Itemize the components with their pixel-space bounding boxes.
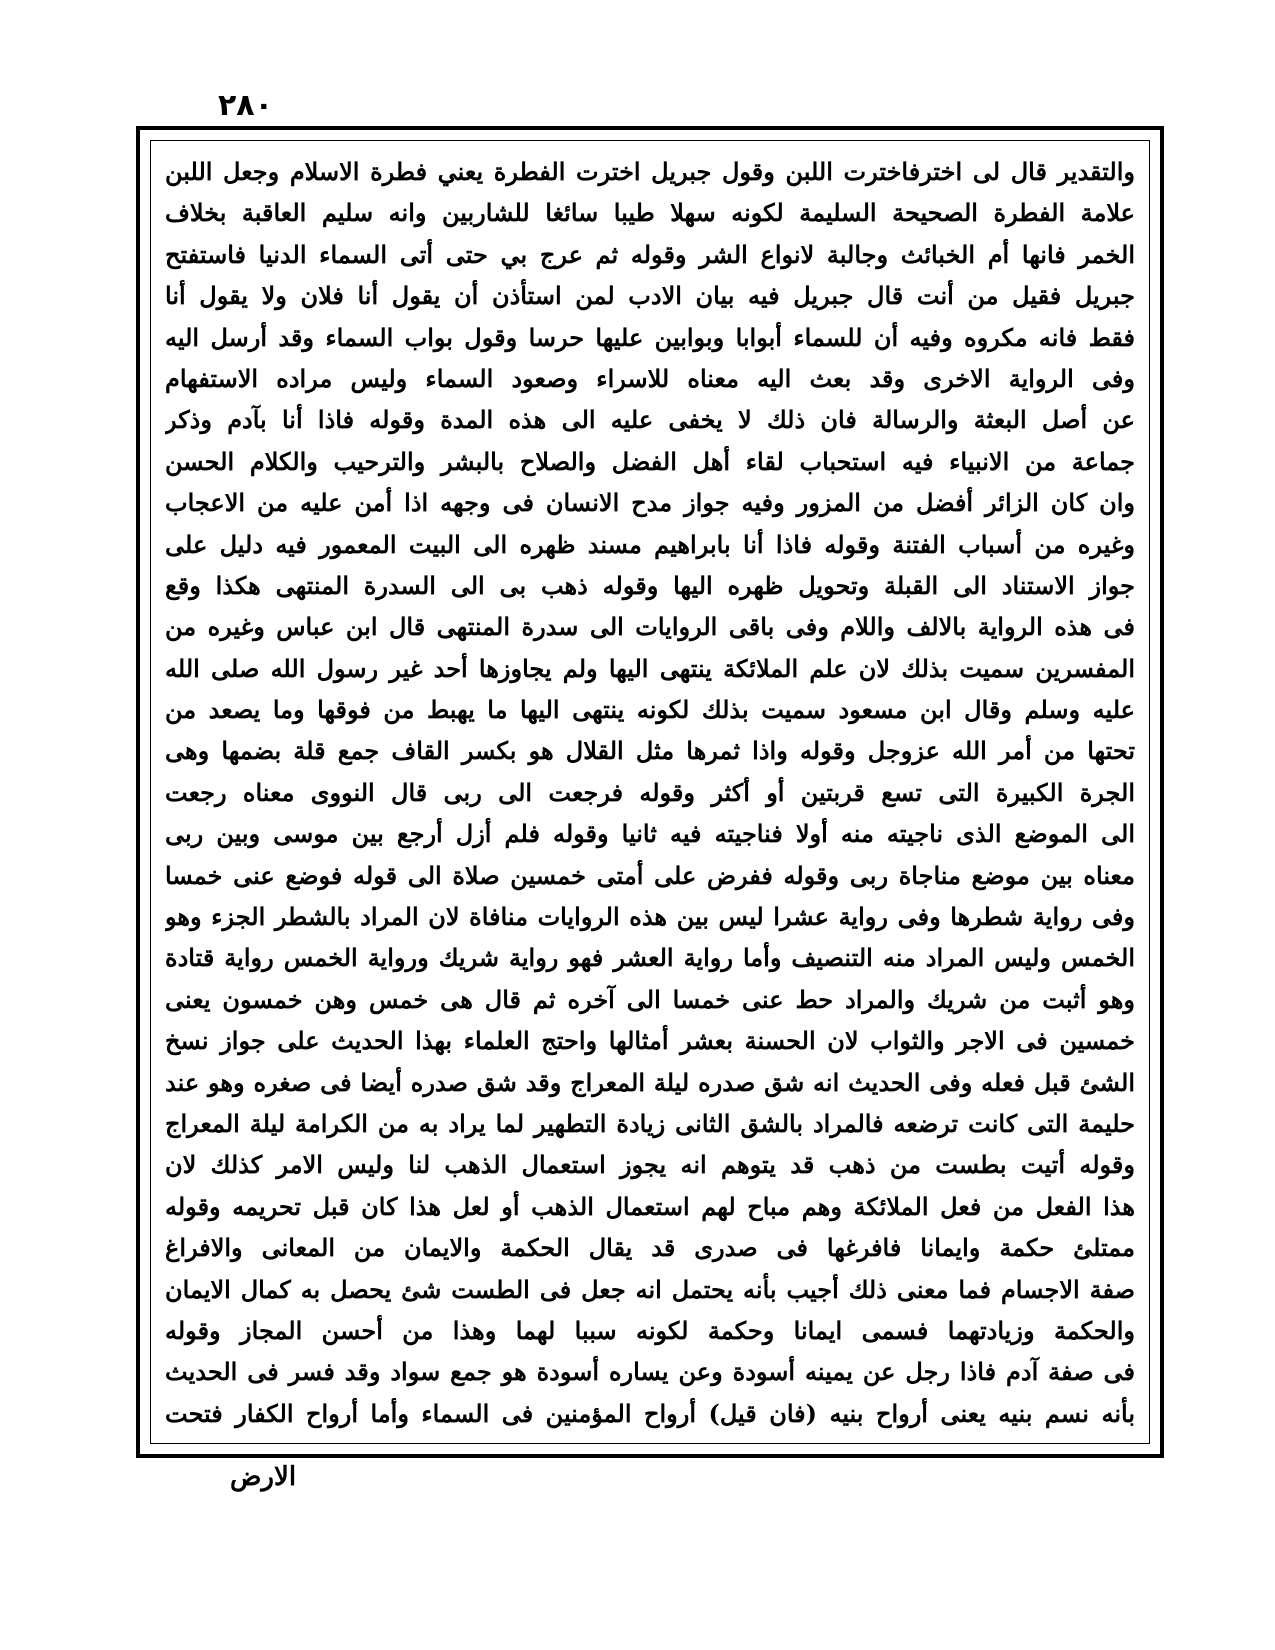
- text-line: حليمة التى كانت ترضعه فالمراد بالشق الثانى زيادة التطهير لما يراد به من الكرامة ليلة المعراج: [165, 1108, 1135, 1138]
- text-line: عليه وسلم وقال ابن مسعود سميت بذلك لكونه ينتهى اليها ما يهبط من فوقها وما يصعد من: [165, 695, 1135, 725]
- text-line: وهو أثبت من شريك والمراد حط عنى خمسا الى آخره ثم قال هى خمس وهن خمسون يعنى: [165, 984, 1135, 1014]
- text-line: ممتلئ حكمة وايمانا فافرغها فى صدرى قد يقال الحكمة والايمان من المعانى والافراغ: [165, 1233, 1135, 1263]
- text-line: جماعة من الانبياء فيه استحباب لقاء أهل الفضل والصلاح بالبشر والترحيب والكلام الحسن: [165, 446, 1135, 476]
- inner-border: [150, 140, 1150, 1444]
- text-line: الخمر فانها أم الخبائث وجالبة لانواع الشر وقوله ثم عرج بي حتى أتى السماء الدنيا فاستفتح: [165, 239, 1135, 269]
- text-line: الى الموضع الذى ناجيته منه أولا فناجيته فيه ثانيا وقوله فلم أزل أرجع بين موسى وبين ربى: [165, 819, 1135, 849]
- text-line: والحكمة وزيادتهما فسمى ايمانا وحكمة لكونه سببا لهما وهذا من أحسن المجاز وقوله: [165, 1315, 1135, 1345]
- text-line: والتقدير قال لى اخترفاخترت اللبن وقول جبريل اخترت الفطرة يعني فطرة الاسلام وجعل اللبن: [165, 157, 1135, 186]
- text-line: فى هذه الرواية بالالف واللام وفى باقى الروايات الى سدرة المنتهى قال ابن عباس وغيره من: [165, 612, 1135, 642]
- text-line: جواز الاستناد الى القبلة وتحويل ظهره اليها وقوله ذهب بى الى السدرة المنتهى هكذا وقع: [165, 570, 1135, 600]
- text-line: وقوله أتيت بطست من ذهب قد يتوهم انه يجوز استعمال الذهب لنا وليس الامر كذلك لان: [165, 1150, 1135, 1180]
- text-line: وغيره من أسباب الفتنة وقوله فاذا أنا بابراهيم مسند ظهره الى البيت المعمور فيه دليل على: [165, 529, 1135, 559]
- page-number: ٢٨٠: [218, 88, 273, 123]
- text-line: وفى رواية شطرها وفى رواية عشرا ليس بين هذه الروايات منافاة لان المراد بالشطر الجزء وهو: [165, 902, 1135, 932]
- text-line: تحتها من أمر الله عزوجل وقوله واذا ثمرها مثل القلال هو بكسر القاف جمع قلة بضمها وهى: [165, 736, 1135, 766]
- body-text: [165, 153, 1135, 1433]
- text-line: المفسرين سميت بذلك لان علم الملائكة ينتهى اليها ولم يجاوزها أحد غير رسول الله صلى الله: [165, 653, 1135, 683]
- catchword: الارض: [230, 1462, 297, 1492]
- text-line: الجرة الكبيرة التى تسع قربتين أو أكثر وقوله فرجعت الى ربى قال النووى معناه رجعت: [165, 777, 1135, 807]
- text-line: هذا الفعل من فعل الملائكة وهم مباح لهم استعمال الذهب أو لعل هذا كان قبل تحريمه وقوله: [165, 1191, 1135, 1221]
- text-line: عن أصل البعثة والرسالة فان ذلك لا يخفى عليه الى هذه المدة وقوله فاذا أنا بآدم وذكر: [165, 405, 1135, 435]
- text-line: بأنه نسم بنيه يعنى أرواح بنيه (فان قيل) أرواح المؤمنين فى السماء وأما أرواح الكفار فتحت: [165, 1398, 1135, 1428]
- text-line: خمسين فى الاجر والثواب لان الحسنة بعشر أمثالها واحتج العلماء بهذا الحديث على جواز نسخ: [165, 1026, 1135, 1056]
- text-line: فقط فانه مكروه وفيه أن للسماء أبوابا وبوابين عليها حرسا وقول بواب السماء وقد أرسل اليه: [165, 322, 1135, 352]
- text-line: الخمس وليس المراد منه التنصيف وأما رواية العشر فهو رواية شريك ورواية الخمس رواية قتادة: [165, 943, 1135, 973]
- text-line: معناه بين موضع مناجاة ربى وقوله ففرض على أمتى خمسين صلاة الى قوله فوضع عنى خمسا: [165, 860, 1135, 890]
- text-line: الشئ قبل فعله وفى الحديث انه شق صدره ليلة المعراج وقد شق صدره أيضا فى صغره وهو عند: [165, 1067, 1135, 1097]
- text-line: وان كان الزائر أفضل من المزور وفيه جواز مدح الانسان فى وجهه اذا أمن عليه من الاعجاب: [165, 488, 1135, 518]
- page-border: [136, 126, 1164, 1458]
- text-line: فى صفة آدم فاذا رجل عن يمينه أسودة وعن يساره أسودة هو جمع سواد وقد فسر فى الحديث: [165, 1357, 1135, 1387]
- text-line: وفى الرواية الاخرى وقد بعث اليه معناه للاسراء وصعود السماء وليس مراده الاستفهام: [165, 363, 1135, 393]
- text-line: علامة الفطرة الصحيحة السليمة لكونه سهلا طيبا سائغا للشاربين وانه سليم العاقبة بخلاف: [165, 198, 1135, 228]
- text-line: صفة الاجسام فما معنى ذلك أجيب بأنه يحتمل انه جعل فى الطست شئ يحصل به كمال الايمان: [165, 1274, 1135, 1304]
- text-line: جبريل فقيل من أنت قال جبريل فيه بيان الادب لمن استأذن أن يقول أنا فلان ولا يقول أنا: [165, 281, 1135, 311]
